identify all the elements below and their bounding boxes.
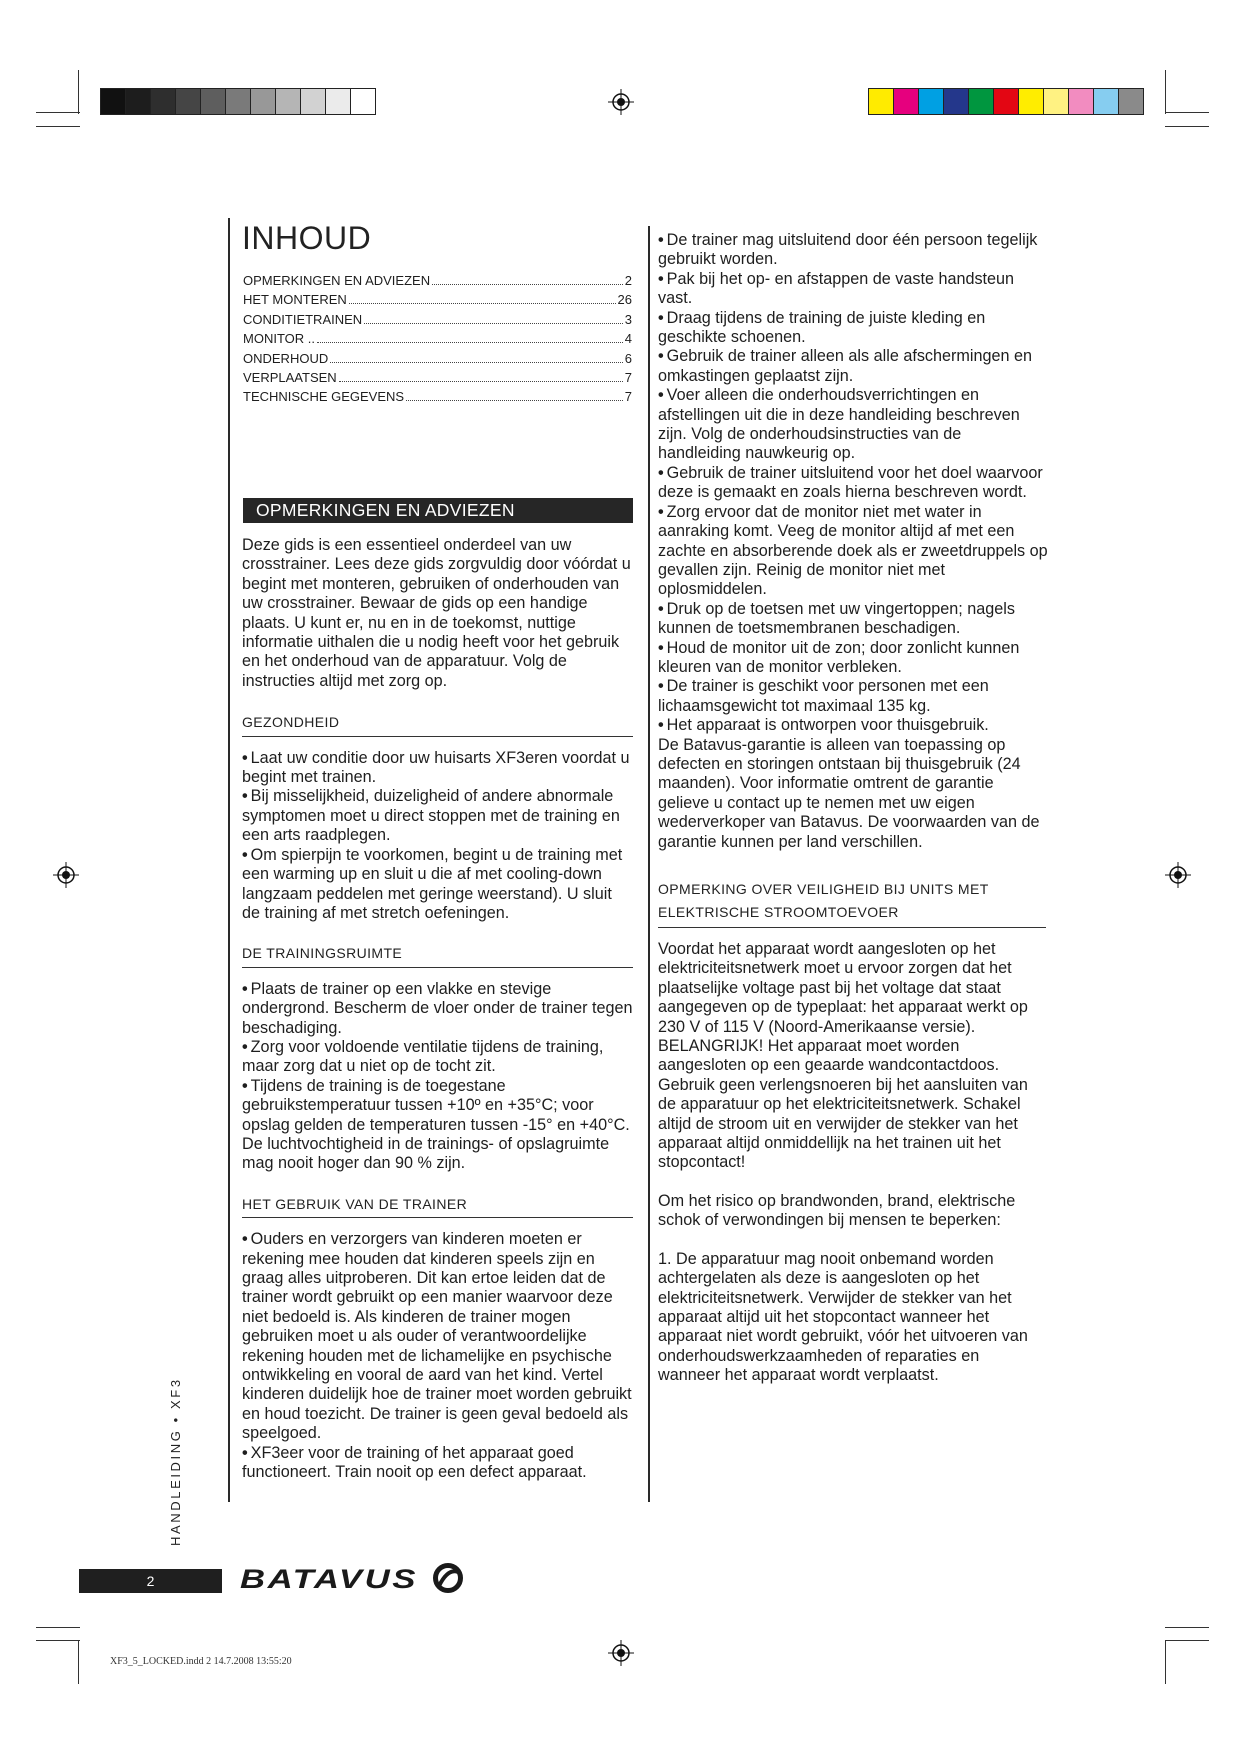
calibration-swatch bbox=[226, 89, 251, 114]
toc-dot-leader bbox=[339, 381, 623, 382]
calibration-swatch bbox=[326, 89, 351, 114]
bullet-item: • Laat uw conditie door uw huisarts XF3eren voordat u begint met trainen. bbox=[242, 749, 633, 788]
bullet-item: • Gebruik de trainer alleen als alle afschermingen en omkastingen geplaatst zijn. bbox=[658, 347, 1048, 386]
calibration-swatch bbox=[994, 89, 1019, 114]
color-calibration-bar bbox=[868, 88, 1144, 115]
toc-item bbox=[243, 310, 632, 329]
bullet-list bbox=[658, 231, 1048, 736]
bullet-list bbox=[242, 980, 633, 1174]
calibration-swatch bbox=[1069, 89, 1094, 114]
toc-item-page: 26 bbox=[617, 292, 632, 308]
bullet-item: • Voer alleen die onderhoudsverrichtingen en afstellingen uit die in deze handleiding beschreven zijn. Volg de onderhoudsinstructies van de handleiding nauwkeurig op. bbox=[658, 386, 1048, 464]
calibration-swatch bbox=[201, 89, 226, 114]
table-of-contents bbox=[243, 271, 632, 407]
calibration-swatch bbox=[1019, 89, 1044, 114]
bullet-item: • Draag tijdens de training de juiste kleding en geschikte schoenen. bbox=[658, 309, 1048, 348]
crop-mark bbox=[36, 1640, 80, 1641]
calibration-swatch bbox=[126, 89, 151, 114]
toc-dot-leader bbox=[349, 303, 616, 304]
bullet-item: • Het apparaat is ontworpen voor thuisgebruik. bbox=[658, 716, 1048, 735]
toc-dot-leader bbox=[330, 362, 623, 363]
calibration-swatch bbox=[894, 89, 919, 114]
batavus-b-icon bbox=[436, 1566, 461, 1591]
crop-mark bbox=[1165, 112, 1209, 113]
toc-item-label: TECHNISCHE GEGEVENS bbox=[243, 389, 405, 405]
bullet-item: • Plaats de trainer op een vlakke en stevige ondergrond. Bescherm de vloer onder de trainer tegen beschadiging. bbox=[242, 980, 633, 1038]
section-heading: OPMERKING OVER VEILIGHEID BIJ UNITS MET ELEKTRISCHE STROOMTOEVOER bbox=[658, 878, 1046, 928]
toc-item-page: 7 bbox=[624, 389, 632, 405]
calibration-swatch bbox=[276, 89, 301, 114]
bullet-list bbox=[242, 1230, 633, 1482]
calibration-swatch bbox=[101, 89, 126, 114]
calibration-swatch bbox=[1044, 89, 1069, 114]
toc-item-page: 7 bbox=[624, 370, 632, 386]
section-heading: DE TRAININGSRUIMTE bbox=[242, 944, 633, 967]
toc-item-page: 6 bbox=[624, 350, 632, 366]
registration-mark-icon bbox=[1165, 862, 1191, 888]
left-column bbox=[242, 536, 633, 1482]
side-label: HANDLEIDING • XF3 bbox=[168, 1377, 183, 1546]
calibration-swatch bbox=[301, 89, 326, 114]
file-slug: XF3_5_LOCKED.indd 2 14.7.2008 13:55:20 bbox=[110, 1656, 292, 1667]
calibration-swatch bbox=[251, 89, 276, 114]
toc-item-label: CONDITIETRAINEN bbox=[243, 311, 363, 327]
toc-item-label: VERPLAATSEN bbox=[243, 370, 337, 386]
toc-item bbox=[243, 271, 632, 290]
calibration-swatch bbox=[869, 89, 894, 114]
column-rule bbox=[228, 218, 230, 1502]
bullet-item: • Houd de monitor uit de zon; door zonlicht kunnen kleuren van de monitor verbleken. bbox=[658, 639, 1048, 678]
crop-mark bbox=[78, 70, 79, 114]
crop-mark bbox=[1165, 1640, 1209, 1641]
toc-item bbox=[243, 368, 632, 387]
calibration-swatch bbox=[1119, 89, 1143, 114]
bullet-item: • Ouders en verzorgers van kinderen moeten er rekening mee houden dat kinderen speels zijn en graag alles uitproberen. Dit kan ertoe leiden dat de trainer wordt gebruikt op een manier waarvoor deze niet bedoeld is. Als kinderen de trainer mogen gebruiken moet u als ouder of verantwoordelijke rekening houden met de lichamelijke en psychische ontwikkeling en vooral de aard van het kind. Vertel kinderen duidelijk hoe de trainer moet worden gebruikt en houd toezicht. De trainer is geen geval bedoeld als speelgoed. bbox=[242, 1230, 633, 1443]
registration-mark-icon bbox=[53, 862, 79, 888]
toc-dot-leader bbox=[406, 400, 623, 401]
bullet-item: • De trainer is geschikt voor personen met een lichaamsgewicht tot maximaal 135 kg. bbox=[658, 677, 1048, 716]
crop-mark bbox=[1165, 1640, 1166, 1684]
toc-item-page: 2 bbox=[624, 273, 632, 288]
column-rule bbox=[648, 226, 650, 1502]
brand-wordmark: BATAVUS bbox=[240, 1564, 418, 1594]
bullet-item: • Druk op de toetsen met uw vingertoppen; nagels kunnen de toetsmembranen beschadigen. bbox=[658, 600, 1048, 639]
bullet-item: • Zorg voor voldoende ventilatie tijdens de training, maar zorg dat u niet op de tocht zit. bbox=[242, 1038, 633, 1077]
crop-mark bbox=[36, 1627, 80, 1628]
crop-mark bbox=[1165, 1627, 1209, 1628]
page-title: INHOUD bbox=[242, 220, 372, 256]
toc-item-label: MONITOR .. bbox=[243, 331, 315, 347]
calibration-swatch bbox=[919, 89, 944, 114]
toc-item-page: 3 bbox=[624, 311, 632, 327]
registration-mark-icon bbox=[608, 89, 634, 115]
page-number: 2 bbox=[79, 1569, 222, 1593]
calibration-swatch bbox=[176, 89, 201, 114]
grayscale-calibration-bar bbox=[100, 88, 376, 115]
toc-item-label: HET MONTEREN bbox=[243, 292, 347, 308]
right-column bbox=[658, 231, 1048, 1386]
section-heading: GEZONDHEID bbox=[242, 713, 633, 736]
batavus-logo bbox=[240, 1560, 468, 1596]
toc-dot-leader bbox=[317, 342, 623, 343]
crop-mark bbox=[1165, 126, 1209, 127]
bullet-item: • Gebruik de trainer uitsluitend voor het doel waarvoor deze is gemaakt en zoals hierna beschreven wordt. bbox=[658, 464, 1048, 503]
electric-paragraph: Voordat het apparaat wordt aangesloten op het elektriciteitsnetwerk moet u ervoor zorgen dat het plaatselijke voltage past bij het voltage dat staat aangegeven op de typeplaat: het apparaat werkt op 230 V of 115 V (Noord-Amerikaanse versie). BELANGRIJK! Het apparaat moet worden aangesloten op een geaarde wandcontactdoos. Gebruik geen verlengsnoeren bij het aansluiten van de apparatuur op het elektriciteitsnetwerk. Schakel altijd de stroom uit en verwijder de stekker van het apparaat altijd onmiddellijk na het trainen uit het stopcontact! bbox=[658, 940, 1028, 1172]
risk-paragraph: Om het risico op brandwonden, brand, elektrische schok of verwondingen bij mensen te beperken: bbox=[658, 1191, 1016, 1230]
crop-mark bbox=[36, 126, 80, 127]
bullet-item: • De trainer mag uitsluitend door één persoon tegelijk gebruikt worden. bbox=[658, 231, 1048, 270]
toc-item-label: ONDERHOUD bbox=[243, 350, 329, 366]
bullet-item: • XF3eer voor de training of het apparaat goed functioneert. Train nooit op een defect apparaat. bbox=[242, 1444, 633, 1483]
calibration-swatch bbox=[151, 89, 176, 114]
toc-item bbox=[243, 387, 632, 406]
crop-mark bbox=[36, 112, 80, 113]
toc-dot-leader bbox=[432, 284, 623, 285]
instruction-paragraph: 1. De apparatuur mag nooit onbemand worden achtergelaten als deze is aangesloten op het elektriciteitsnetwerk. Verwijder de stekker van het apparaat altijd uit het stopcontact wanneer het apparaat niet wordt gebruikt, vóór het uitvoeren van onderhoudswerkzaamheden of reparaties en wanneer het apparaat wordt verplaatst. bbox=[658, 1249, 1028, 1385]
calibration-swatch bbox=[944, 89, 969, 114]
calibration-swatch bbox=[1094, 89, 1119, 114]
section-banner: OPMERKINGEN EN ADVIEZEN bbox=[243, 498, 633, 523]
calibration-swatch bbox=[969, 89, 994, 114]
bullet-list bbox=[242, 749, 633, 924]
toc-item bbox=[243, 290, 632, 309]
bullet-item: • Pak bij het op- en afstappen de vaste handsteun vast. bbox=[658, 270, 1048, 309]
calibration-swatch bbox=[351, 89, 375, 114]
section-heading: HET GEBRUIK VAN DE TRAINER bbox=[242, 1195, 633, 1218]
bullet-item: • Bij misselijkheid, duizeligheid of andere abnormale symptomen moet u direct stoppen met de training en een arts raadplegen. bbox=[242, 787, 633, 845]
guarantee-paragraph: De Batavus-garantie is alleen van toepassing op defecten en storingen ontstaan bij thuisgebruik (24 maanden). Voor informatie omtrent de garantie gelieve u contact up te nemen met uw eigen wederverkoper van Batavus. De voorwaarden van de garantie kunnen per land verschillen. bbox=[658, 735, 1040, 851]
toc-dot-leader bbox=[364, 323, 623, 324]
intro-paragraph: Deze gids is een essentieel onderdeel van uw crosstrainer. Lees deze gids zorgvuldig door vóórdat u begint met monteren, gebruiken of onderhouden van uw crosstrainer. Bewaar de gids op een handige plaats. U kunt er, nu en in de toekomst, nuttige informatie uithalen die u nodig heeft voor het gebruik en het onderhoud van de apparatuur. Volg de instructies altijd met zorg op. bbox=[242, 536, 631, 690]
crop-mark bbox=[1165, 70, 1166, 114]
bullet-item: • Tijdens de training is de toegestane gebruikstemperatuur tussen +10º en +35°C; voor opslag gelden de temperaturen tussen -15° en +40°C. De luchtvochtigheid in de trainings- of opslagruimte mag nooit hoger dan 90 % zijn. bbox=[242, 1077, 633, 1174]
bullet-item: • Om spierpijn te voorkomen, begint u de training met een warming up en sluit u die af met cooling-down langzaam peddelen met geringe weerstand). U sluit de training af met stretch oefeningen. bbox=[242, 846, 633, 924]
toc-item bbox=[243, 349, 632, 368]
toc-item-page: 4 bbox=[624, 331, 632, 347]
toc-item-label: OPMERKINGEN EN ADVIEZEN bbox=[243, 273, 431, 288]
bullet-item: • Zorg ervoor dat de monitor niet met water in aanraking komt. Veeg de monitor altijd af met een zachte en absorberende doek als er zweetdruppels op gevallen zijn. Reinig de monitor niet met oplosmiddelen. bbox=[658, 503, 1048, 600]
crop-mark bbox=[78, 1640, 79, 1684]
toc-item bbox=[243, 329, 632, 348]
registration-mark-icon bbox=[608, 1640, 634, 1666]
